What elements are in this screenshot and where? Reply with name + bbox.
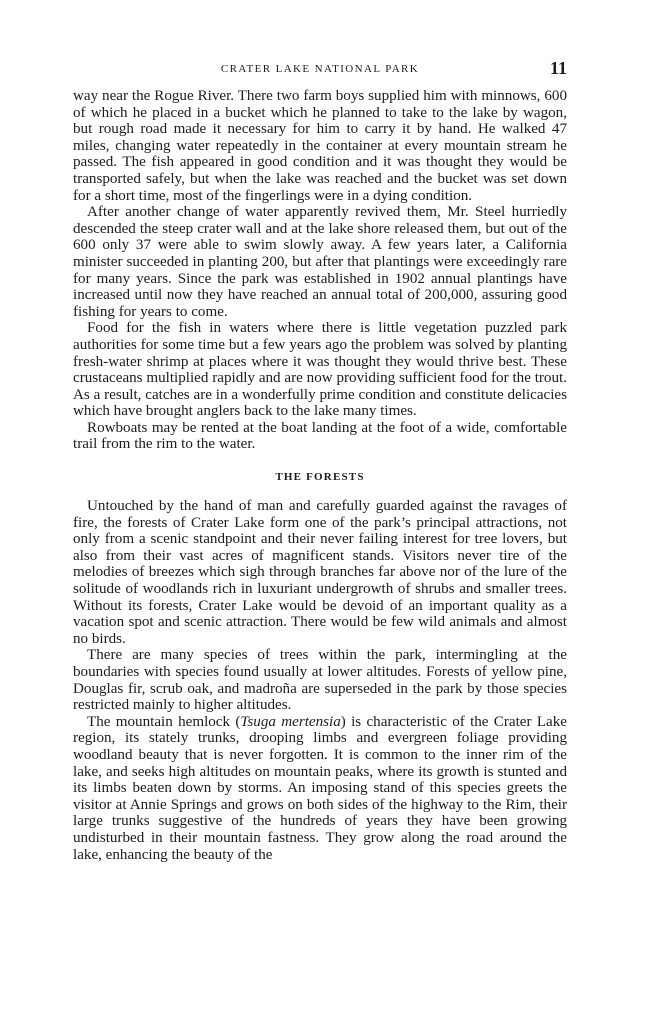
paragraph-tree-species: There are many species of trees within the park, intermingling at the boundaries with species found usually at lower altitudes. Forests of yellow pine, Douglas fir, scrub oak, and madroña are superseded in the park by those species restricted mainly to higher altitudes.	[73, 647, 567, 714]
section-heading-forests: THE FORESTS	[275, 471, 365, 484]
species-name: Tsuga mertensia	[240, 713, 341, 730]
paragraph-forests-intro: Untouched by the hand of man and carefully guarded against the ravages of fire, the forests of Crater Lake form one of the park’s principal attractions, not only from a scenic standpoint and their never failing interest for tree lovers, but also from their vast acres of magnificent stands. Visitors never tire of the melodies of breezes which sigh through branches far above nor of the lure of the solitude of woodlands rich in luxuriant undergrowth of shrubs and smaller trees. Without its forests, Crater Lake would be devoid of an important quality as a vacation spot and scenic attraction. There would be few wild animals and almost no birds.	[73, 498, 567, 647]
hemlock-text-after: ) is characteristic of the Crater Lake region, its stately trunks, drooping limbs and evergreen foliage providing woodland beauty that is never forgotten. It is common to the inner rim of the lake, and seeks high altitudes on mountain peaks, where its growth is stunted and its limbs beaten down by storms. An imposing stand of this species greets the visitor at Annie Springs and grows on both sides of the highway to the Rim, their large trunks suggestive of the hundreds of years they have been growing undisturbed in their mountain fastness. They grow along the road around the lake, enhancing the beauty of the	[73, 713, 567, 863]
paragraph-rowboats: Rowboats may be rented at the boat landing at the foot of a wide, comfortable trail from the rim to the water.	[73, 419, 567, 453]
paragraph-mountain-hemlock	[73, 714, 567, 863]
paragraph-fish-food: Food for the fish in waters where there is little vegetation puzzled park authorities for some time but a few years ago the problem was solved by planting fresh-water shrimp at places where it was thought they would thrive best. These crustaceans multiplied rapidly and are now providing sufficient food for the trout. As a result, catches are in a wonderfully prime condition and constitute delicacies which have brought anglers back to the lake many times.	[73, 320, 567, 420]
book-page	[73, 58, 567, 863]
paragraph-continued: way near the Rogue River. There two farm boys supplied him with minnows, 600 of which he placed in a bucket which he planned to take to the lake by wagon, but rough road made it necessary for him to carry it by hand. He walked 47 miles, changing water repeatedly in the container at every mountain stream he passed. The fish appeared in good condition and it was thought they would be transported safely, but when the lake was reached and the bucket was set down for a short time, most of the fingerlings were in a dying condition.	[73, 88, 567, 204]
paragraph-steel-release: After another change of water apparently revived them, Mr. Steel hurriedly descended the steep crater wall and at the lake shore released them, but out of the 600 only 37 were able to swim slowly away. A few years later, a California minister succeeded in planting 200, but after that plantings were exceedingly rare for many years. Since the park was established in 1902 annual plantings have increased until now they have reached an annual total of 200,000, assuring good fishing for years to come.	[73, 204, 567, 320]
running-title: CRATER LAKE NATIONAL PARK	[220, 63, 420, 75]
running-head	[73, 58, 567, 82]
body-text	[73, 88, 567, 863]
page-number: 11	[549, 58, 567, 78]
hemlock-text-before: The mountain hemlock (	[87, 713, 241, 730]
